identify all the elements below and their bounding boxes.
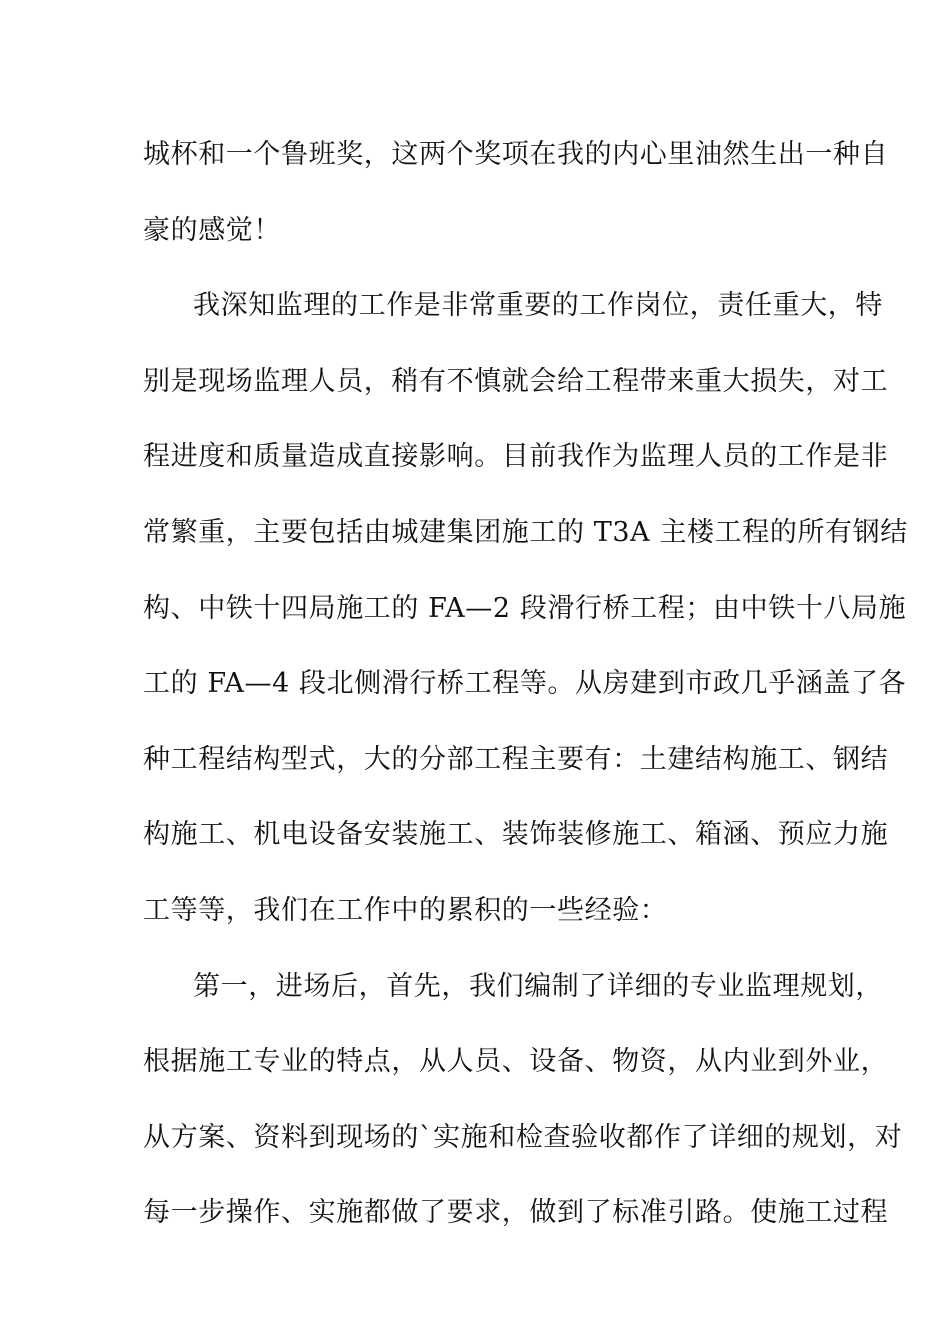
text-line-13: 根据施工专业的特点，从人员、设备、物资，从内业到外业，	[143, 1046, 889, 1078]
text-line-15: 每一步操作、实施都做了要求，做到了标准引路。使施工过程	[143, 1197, 889, 1229]
text-line-12: 第一，进场后，首先，我们编制了详细的专业监理规划，	[193, 970, 883, 1002]
text-line-1: 城杯和一个鲁班奖，这两个奖项在我的内心里油然生出一种自	[143, 139, 889, 170]
text-line-8: 工的 FA—4 段北侧滑行桥工程等。从房建到市政几乎涵盖了各	[143, 668, 907, 700]
text-line-9: 种工程结构型式，大的分部工程主要有：土建结构施工、钢结	[143, 743, 889, 775]
text-line-7: 构、中铁十四局施工的 FA—2 段滑行桥工程；由中铁十八局施	[143, 592, 907, 624]
text-line-6: 常繁重，主要包括由城建集团施工的 T3A 主楼工程的所有钢结	[143, 516, 908, 548]
text-line-14: 从方案、资料到现场的`实施和检查验收都作了详细的规划，对	[143, 1121, 903, 1153]
text-line-3: 我深知监理的工作是非常重要的工作岗位，责任重大，特	[193, 290, 883, 322]
text-line-2: 豪的感觉！	[143, 214, 281, 246]
body-text	[143, 132, 908, 1266]
text-line-4: 别是现场监理人员，稍有不慎就会给工程带来重大损失，对工	[143, 365, 889, 397]
text-line-5: 程进度和质量造成直接影响。目前我作为监理人员的工作是非	[143, 441, 889, 473]
text-line-11: 工等等，我们在工作中的累积的一些经验：	[143, 894, 668, 926]
text-line-10: 构施工、机电设备安装施工、装饰装修施工、箱涵、预应力施	[143, 819, 889, 851]
